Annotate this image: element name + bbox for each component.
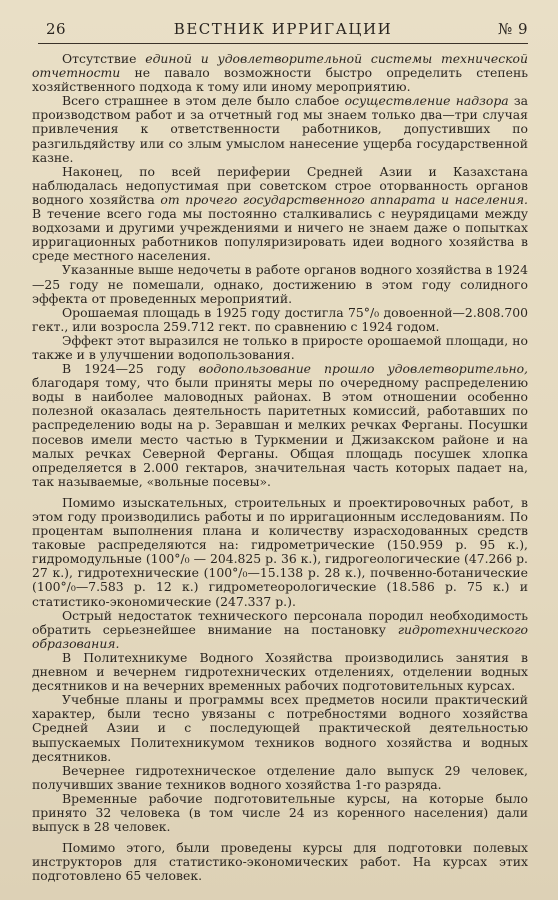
emphasis: от прочего государственного аппарата и населения. xyxy=(160,191,528,207)
paragraph: Вечернее гидротехническое отделение дало выпуск 29 человек, получивших звание техников водного хозяйства 1-го разряда. xyxy=(32,762,528,792)
paragraph: Эффект этот выразился не только в приросте орошаемой площади, но также и в улучшении водопользования. xyxy=(32,332,528,362)
paragraph: В 1924—25 году водопользование прошло удовлетворительно, благодаря тому, что были приняты меры по очередному распределению воды в наиболее маловодных районах. В этом отношении особенно полезной оказалась деятельность паритетных комиссий, работавших по распределению воды на р. Зеравшан и мелких речках Ферганы. Посушки посевов имели место частью в Туркмении и Джизакском районе и на малых речках Северной Ферганы. Общая площадь посушек хлопка определяется в 2.000 гектаров, значительная часть которых падает на, так называемые, «вольные посевы». xyxy=(32,361,528,489)
paragraph: Временные рабочие подготовительные курсы, на которые было принято 32 человека (в том числе 24 из коренного населения) дали выпуск в 28 человек. xyxy=(32,790,528,835)
paragraph: Наконец, по всей периферии Средней Азии и Казахстана наблюдалась недопустимая при советском строе оторванность органов водного хозяйства от прочего государственного аппарата и населения. В течение всего года мы постоянно сталкивались с неурядицами между водхозами и другими учреждениями и ничего не знаем даже о попытках ирригационных работников популяризировать идеи водного хозяйства в среде местного населения. xyxy=(32,163,528,264)
page-number: 26 xyxy=(46,20,67,38)
issue-number: № 9 xyxy=(497,20,528,38)
emphasis: единой и удовлетворительной системы технической отчетности xyxy=(32,51,528,81)
paragraph: Отсутствие единой и удовлетворительной системы технической отчетности не павало возможности быстро определить степень хозяйственного подхода к тому или иному мероприятию. xyxy=(32,51,528,95)
emphasis: водопользование прошло удовлетворительно, xyxy=(198,361,528,377)
emphasis: гидротехнического образования. xyxy=(32,621,528,651)
paragraph: Острый недостаток технического персонала породил необходимость обратить серьезнейшее внимание на постановку гидротехнического образования. xyxy=(32,607,528,651)
paragraph: Помимо изыскательных, строительных и проектировочных работ, в этом году производились работы и по ирригационным исследованиям. По процентам выполнения плана и количеству израсходованных средств таковые распределяются на: гидрометрические (150.959 р. 95 к.), гидромодульные (100°/₀ — 204.825 р. 36 к.), гидрогеологические (47.266 р. 27 к.), гидротехнические (100°/₀—15.138 р. 28 к.), почвенно-ботанические (100°/₀—7.583 р. 12 к.) гидрометеорологические (18.586 р. 75 к.) и статистико-экономические (247.337 р.). xyxy=(32,494,528,609)
emphasis: осуществление надзора xyxy=(344,93,509,109)
paragraph: Помимо этого, были проведены курсы для подготовки полевых инструкторов для статистико-экономических работ. На курсах этих подготовлено 65 человек. xyxy=(32,840,528,884)
journal-title: ВЕСТНИК ИРРИГАЦИИ xyxy=(173,20,393,38)
page-header xyxy=(38,20,528,42)
header-rule xyxy=(38,43,528,44)
paragraph: В Политехникуме Водного Хозяйства производились занятия в дневном и вечернем гидротехнических отделениях, отделении водных десятников и на вечерних временных рабочих подготовительных курсах. xyxy=(32,649,528,694)
paragraph: Указанные выше недочеты в работе органов водного хозяйства в 1924—25 году не помешали, однако, достижению в этом году солидного эффекта от проведенных мероприятий. xyxy=(32,262,528,306)
paragraph: Учебные планы и программы всех предметов носили практический характер, были тесно увязаны с потребностями водного хозяйства Средней Азии и с последующей практической деятельностью выпускаемых Политехникумом техников водного хозяйства и водных десятников. xyxy=(32,692,528,764)
article-body xyxy=(32,52,528,883)
paragraph: Всего страшнее в этом деле было слабое осуществление надзора за производством работ и за отчетный год мы знаем только два—три случая привлечения к ответственности работников, допустивших по разгильдяйству или со злым умыслом нанесение ущерба государственной казне. xyxy=(32,93,529,165)
paragraph: Орошаемая площадь в 1925 году достигла 75°/₀ довоенной—2.808.700 гект., или возросла 259.712 гект. по сравнению с 1924 годом. xyxy=(32,304,528,334)
